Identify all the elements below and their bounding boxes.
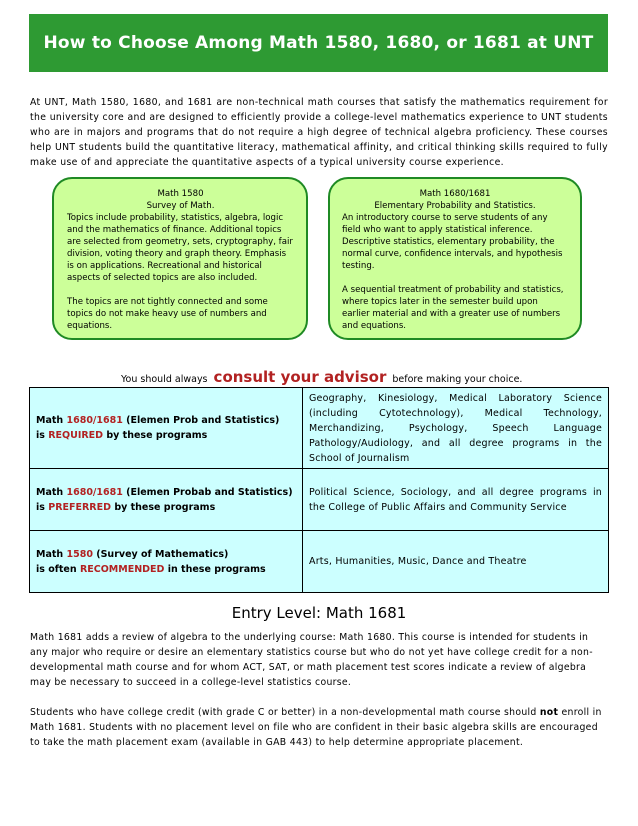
program-requirements-table	[29, 387, 609, 593]
table-row	[30, 469, 609, 531]
advisor-text-after: before making your choice.	[392, 374, 523, 385]
page-title: How to Choose Among Math 1580, 1680, or 1681 at UNT	[43, 33, 594, 53]
table-row	[30, 531, 609, 593]
requirement-level: PREFERRED	[48, 501, 111, 513]
programs-cell: Geography, Kinesiology, Medical Laboratory Science (including Cytotechnology), Medical Technology, Merchandizing, Psychology, Speech Language Pathology/Audiology, and all degree programs in the School of Journalism	[303, 388, 609, 469]
requirement-cell	[30, 469, 303, 531]
math-1580-title: Math 1580	[157, 189, 204, 199]
entry-paragraph-1: Math 1681 adds a review of algebra to the underlying course: Math 1680. This course is intended for students in any major who require or desire an elementary statistics course but who do not yet have college credit for a non-developmental math course and for whom ACT, SAT, or math placement test scores indicate a review of algebra may be necessary to succeed in a college-level statistics course.	[30, 632, 593, 688]
requirement-suffix: by these programs	[114, 501, 216, 513]
course-number: 1580	[66, 548, 93, 560]
is-label: is	[36, 430, 45, 441]
intro-paragraph: At UNT, Math 1580, 1680, and 1681 are non-technical math courses that satisfy the mathematics requirement for the university core and are designed to efficiently provide a college-level mathematics experience to UNT students who are in majors and programs that do not require a high degree of technical algebra proficiency. These courses help UNT students build the quantitative literacy, mathematical affinity, and critical thinking skills required to fully make use of and appreciate the quantitative aspects of a typical university course experience.	[30, 97, 608, 168]
requirement-level: RECOMMENDED	[79, 563, 165, 575]
is-label: is often	[36, 563, 77, 575]
programs-cell: Arts, Humanities, Music, Dance and Theatre	[303, 531, 609, 593]
course-prefix: Math	[36, 486, 64, 498]
course-prefix: Math	[36, 548, 64, 560]
requirement-suffix: in these programs	[167, 563, 266, 575]
advisor-text-before: You should always	[121, 374, 208, 385]
entry-paragraph-2-emphasis: not	[539, 707, 559, 718]
requirement-level: REQUIRED	[48, 430, 104, 441]
math-1680-box	[328, 177, 582, 340]
math-1680-subtitle: Elementary Probability and Statistics.	[374, 201, 536, 211]
is-label: is	[36, 501, 45, 513]
requirement-cell	[30, 531, 303, 593]
requirement-cell	[30, 388, 303, 469]
math-1680-description: An introductory course to serve students of any field who want to apply statistical inference. Descriptive statistics, elementary probability, the normal curve, confidence intervals, and hypothesis testing.	[342, 213, 563, 271]
course-detail: (Elemen Probab and Statistics)	[126, 486, 293, 498]
requirement-suffix: by these programs	[106, 430, 208, 441]
course-number: 1680/1681	[66, 486, 123, 498]
entry-paragraph-2-before: Students who have college credit (with grade C or better) in a non-developmental math course should	[30, 707, 537, 718]
math-1580-note: The topics are not tightly connected and some topics do not make heavy use of numbers and equations.	[67, 297, 268, 331]
entry-level-body	[30, 630, 608, 750]
entry-paragraph-2-after: enroll in Math 1681. Students with no placement level on file who are confident in their basic algebra skills are encouraged to take the math placement exam (available in GAB 443) to help determine appropriate placement.	[30, 707, 602, 748]
math-1580-subtitle: Survey of Math.	[146, 201, 215, 211]
table-row	[30, 388, 609, 469]
course-detail: (Elemen Prob and Statistics)	[126, 415, 280, 426]
course-number: 1680/1681	[66, 415, 123, 426]
advisor-notice	[121, 368, 522, 386]
math-1580-box	[52, 177, 308, 340]
entry-paragraph-2	[30, 705, 608, 750]
title-banner	[29, 14, 608, 72]
course-detail: (Survey of Mathematics)	[96, 548, 229, 560]
math-1680-note: A sequential treatment of probability and statistics, where topics later in the semester build upon earlier material and with a greater use of numbers and equations.	[342, 285, 564, 331]
advisor-emphasis: consult your advisor	[213, 368, 387, 386]
programs-cell: Political Science, Sociology, and all degree programs in the College of Public Affairs and Community Service	[303, 469, 609, 531]
entry-level-heading: Entry Level: Math 1681	[231, 604, 407, 622]
course-prefix: Math	[36, 415, 64, 426]
math-1680-title: Math 1680/1681	[419, 189, 491, 199]
math-1580-description: Topics include probability, statistics, algebra, logic and the mathematics of finance. Additional topics are selected from geometry, sets, cryptography, fair division, voting theory and graph theory. Emphasis is on applications. Recreational and historical aspects of selected topics are also included.	[67, 213, 293, 283]
